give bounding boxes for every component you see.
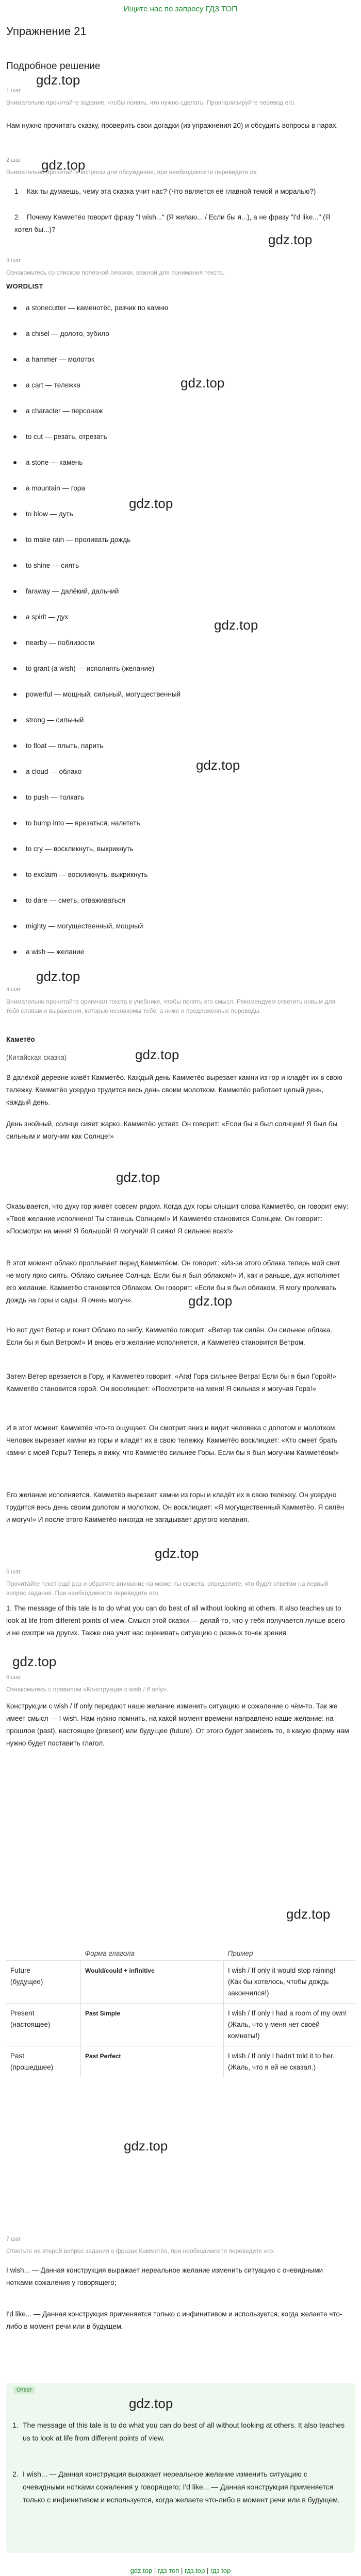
- word-item: to make rain — проливать дождь: [13, 536, 130, 544]
- word-item: a cloud — облако: [13, 768, 81, 775]
- footer-link[interactable]: gdz.top: [130, 2567, 153, 2574]
- watermark: gdz.top: [36, 72, 80, 88]
- word-item: a stonecutter — каменотёс, резчик по камню: [13, 304, 168, 312]
- step-hint: Внимательно прочитайте оригинал текста в учебнике, чтобы понять его смысл. Рекомендуем ответить новым для тебя словам и выражения, которые незнакомы тебе, а ниже и предложенные переводы.: [6, 998, 335, 1014]
- word-item: powerful — мощный, сильный, могущественный: [13, 690, 180, 698]
- word-item: nearby — поблизости: [13, 639, 95, 647]
- word-item: to cry — воскликнуть, выкрикнуть: [13, 845, 134, 853]
- watermark: gdz.top: [188, 1293, 233, 1309]
- word-item: to exclaim — воскликнуть, выкрикнуть: [13, 871, 148, 878]
- word-item: to blow — дуть: [13, 510, 73, 518]
- word-item: strong — сильный: [13, 716, 84, 724]
- step-label: 6 шаг: [6, 1674, 21, 1681]
- story-subtitle: (Китайская сказка): [6, 1054, 67, 1061]
- step-label: 1 шаг: [6, 88, 21, 94]
- story-paragraph: Но вот дует Ветер и гонит Облако по небу. Камметёо говорит: «Ветер так силён. Он сильнее облака. Если бы я был Ветром!» И вновь его желание исполняется, и Камметёо становится Ветром.: [6, 1326, 333, 1346]
- wordlist-heading: WORDLIST: [6, 282, 43, 290]
- question-item: 1 Как ты думаешь, чему эта сказка учит нас? (Что является её главной темой и моралью?): [14, 188, 316, 195]
- word-item: a hammer — молоток: [13, 355, 94, 363]
- step-text: I'd like... — Данная конструкция применяется только с инфинитивом и используется, когда желаете что-либо в момент речи или в будущем.: [6, 2310, 342, 2330]
- step-label: 4 шаг: [6, 987, 21, 993]
- word-item: a character — персонаж: [13, 407, 103, 415]
- watermark: gdz.top: [155, 1546, 199, 1561]
- footer-link[interactable]: гдз top: [210, 2567, 231, 2574]
- word-item: a chisel — долото, зубило: [13, 330, 109, 337]
- step-label: 7 шаг: [6, 2236, 21, 2242]
- word-item: to push — толкать: [13, 793, 84, 801]
- step-hint: Прочитайте текст ещё раз и обратите внимание на моменты сюжета, определите, что будет ответом на первый вопрос задания. При необходимости переведите его.: [6, 1580, 329, 1597]
- story-paragraph: Оказывается, что духу гор живёт совсем рядом. Когда дух горы слышит слова Камметёо, он говорит ему: «Твоё желание исполнено! Ты станешь Солнцем!» И Камметёо становится Солнцем. Он говорит: «Посмотри на меня! Я большой! Я могучий! Я сияю! Я сильнее всех!»: [6, 1202, 349, 1235]
- word-item: a cart — тележка: [13, 381, 80, 389]
- watermark: gdz.top: [36, 969, 80, 984]
- word-item: to cut — резать, отрезать: [13, 433, 107, 440]
- watermark: gdz.top: [196, 757, 240, 773]
- watermark: gdz.top: [116, 1170, 160, 1185]
- watermark: gdz.top: [41, 157, 86, 173]
- watermark: gdz.top: [286, 1906, 331, 1922]
- answer-item: 2. I wish... — Данная конструкция выражает нереальное желание изменить ситуацию с очевидными нотками сожаления у говорящего; I'd like... — Данная конструкция применяется только с инфинитивом и используется, когда желаете что-либо в момент речи или в будущем.: [12, 2470, 340, 2504]
- question-item: 2 Почему Камметёо говорит фразу "I wish..." (Я желаю... / Если бы я...), а не фразу "I'd like..." (Я хотел бы...)?: [14, 213, 331, 233]
- footer-links: gdz.top | гдз топ | гдз.top | гдз top: [130, 2567, 231, 2574]
- step-label: 5 шаг: [6, 1569, 21, 1575]
- story-title: Каметёо: [6, 1036, 35, 1043]
- step-hint: Ознакомьтесь с правилом «Конструкция с wish / If only».: [6, 1686, 169, 1693]
- table-header: [6, 1946, 81, 1961]
- story-paragraph: В этот момент облако проплывает перед Камметёом. Он говорит: «Из-за этого облака теперь мой свет не могу ярко сиять. Облако сильнее Солнца. Если бы я был облаком!» И, как и раньше, дух исполняет его желание. Камметёо становится Облаком. Он говорит: «Если бы я был облаком, Я могу проливать дождь на горы и сады. Я очень могуч».: [6, 1259, 340, 1304]
- grammar-table: [6, 1946, 355, 2077]
- word-item: to shine — сиять: [13, 562, 79, 569]
- table-row: Future (будущее) Would/could + infinitive I wish / If only it would stop raining! (Как бы хотелось, чтобы дождь закончился!): [6, 1961, 355, 2004]
- step-label: 2 шаг: [6, 157, 21, 163]
- step-label: 3 шаг: [6, 258, 21, 264]
- story-paragraph: Затем Ветер врезается в Гору, и Камметёо говорит: «Ага! Гора сильнее Ветра! Если бы я был Горой!» Камметёо становится горой. Он восклицает: «Посмотрите на меня! Я сильная и могучая Гора!»: [6, 1372, 336, 1393]
- answer-item: 1. The message of this tale is to do what you can do best of all without looking at others. It also teaches us to look at life from different points of view.: [12, 2421, 345, 2442]
- word-item: mighty — могущественный, мощный: [13, 922, 143, 930]
- table-row: Present (настоящее) Past Simple I wish / If only I had a room of my own! (Жаль, что у меня нет своей комнаты!): [6, 2004, 355, 2046]
- word-item: faraway — далёкий, дальний: [13, 587, 119, 595]
- step-hint: Внимательно прочитайте задание, чтобы понять, что нужно сделать. Проанализируйте перевод его.: [6, 99, 296, 106]
- story-paragraph: Его желание исполняется. Камметёо вырезает камни из горы и кладёт их в свою тележку. Он усердно трудится весь день своим долотом и молотком. Он восклицает: «Я могущественный Камметёо. Я силён и могуч!» И после этого Камметёо никогда не загадывает другого желания.: [6, 1491, 344, 1523]
- watermark: gdz.top: [268, 232, 313, 247]
- search-promo-link[interactable]: Ищите нас по запросу ГДЗ ТОП: [123, 4, 238, 13]
- step-text: Конструкции с wish / If only передают наше желание изменить ситуацию и сожаление о чём-то. Так же имеет смысл — I wish. Нам нужно помнить, на какой момент времени направлено наше желание: на прошлое (past), настоящее (present) или будущее (future). От этого будет зависеть то, в какую форму нам нужно будет поставить глагол.: [6, 1702, 349, 1747]
- footer-link[interactable]: гдз.top: [184, 2567, 205, 2574]
- story-paragraph: И в этот момент Камметёо что-то ощущает. Он смотрит вниз и видит человека с долотом и молотком. Человек вырезает камни из горы и кладёт их в свою тележку. Камметёо восклицает: «Кто смеет брать камни с моей Горы? Теперь я вижу, что Камметёо сильнее Горы. Если бы я был могучим Камметёом!»: [6, 1424, 339, 1456]
- word-item: a wish — желание: [13, 948, 84, 956]
- watermark: gdz.top: [129, 2396, 173, 2411]
- step-hint: Внимательно прочитайте вопросы для обсуждения, при необходимости переведите их.: [6, 168, 258, 176]
- step-text: Нам нужно прочитать сказку, проверить свои догадки (из упражнения 20) и обсудить вопросы в парах.: [6, 122, 338, 129]
- word-item: to grant (a wish) — исполнять (желание): [13, 665, 154, 672]
- word-item: to bump into — врезаться, налететь: [13, 819, 140, 827]
- watermark: gdz.top: [129, 496, 173, 511]
- step-text: I wish... — Данная конструкция выражает нереальное желание изменить ситуацию с очевидными нотками сожаления у говорящего;: [6, 2266, 323, 2286]
- table-header: Форма глагола: [85, 1950, 135, 1957]
- table-header: Пример: [227, 1950, 253, 1957]
- section-title: Подробное решение: [6, 61, 101, 72]
- table-row: Past (прошедшее) Past Perfect I wish / If only I hadn't told it to her. (Жаль, что я ей не сказал.): [6, 2046, 355, 2078]
- word-item: a mountain — гора: [13, 484, 85, 492]
- step-hint: Ответьте на второй вопрос задания о фразах Камметёо, при необходимости переведите его.: [6, 2247, 275, 2255]
- watermark: gdz.top: [214, 617, 258, 633]
- watermark: gdz.top: [180, 375, 225, 391]
- word-item: to float — плыть, парить: [13, 742, 103, 750]
- word-item: a spirit — дух: [13, 613, 68, 621]
- top-bar: [0, 0, 361, 18]
- watermark: gdz.top: [124, 2138, 168, 2154]
- word-item: to dare — сметь, отваживаться: [13, 896, 125, 904]
- page-title: Упражнение 21: [6, 25, 87, 38]
- step-hint: Ознакомьтесь со списком полезной лексики, важной для понимания текста.: [6, 269, 225, 276]
- word-item: a stone — камень: [13, 459, 83, 466]
- step-text: 1. The message of this tale is to do what you can do best of all without looking at others. It also teaches us to look at life from different points of view. Смысл этой сказки — делай то, что у тебя получается лучше всего и не смотри на других. Также она учит нас оценивать ситуацию с разных точек зрения.: [6, 1604, 345, 1637]
- answer-label: Ответ: [13, 2386, 35, 2394]
- footer-link[interactable]: гдз топ: [157, 2567, 179, 2574]
- story-paragraph: День знойный, солнце сияет жарко. Камметёо устаёт. Он говорит: «Если бы я был солнцем! Я был бы сильным и могучим как Солнце!»: [6, 1120, 338, 1140]
- watermark: gdz.top: [135, 1047, 179, 1062]
- story-paragraph: В далёкой деревне живёт Камметёо. Каждый день Камметёо вырезает камни из гор и кладёт их в свою тележку. Камметёо усердно трудится весь день своим молотком. Камметёо работает целый день, каждый день.: [6, 1074, 342, 1106]
- watermark: gdz.top: [12, 1654, 57, 1669]
